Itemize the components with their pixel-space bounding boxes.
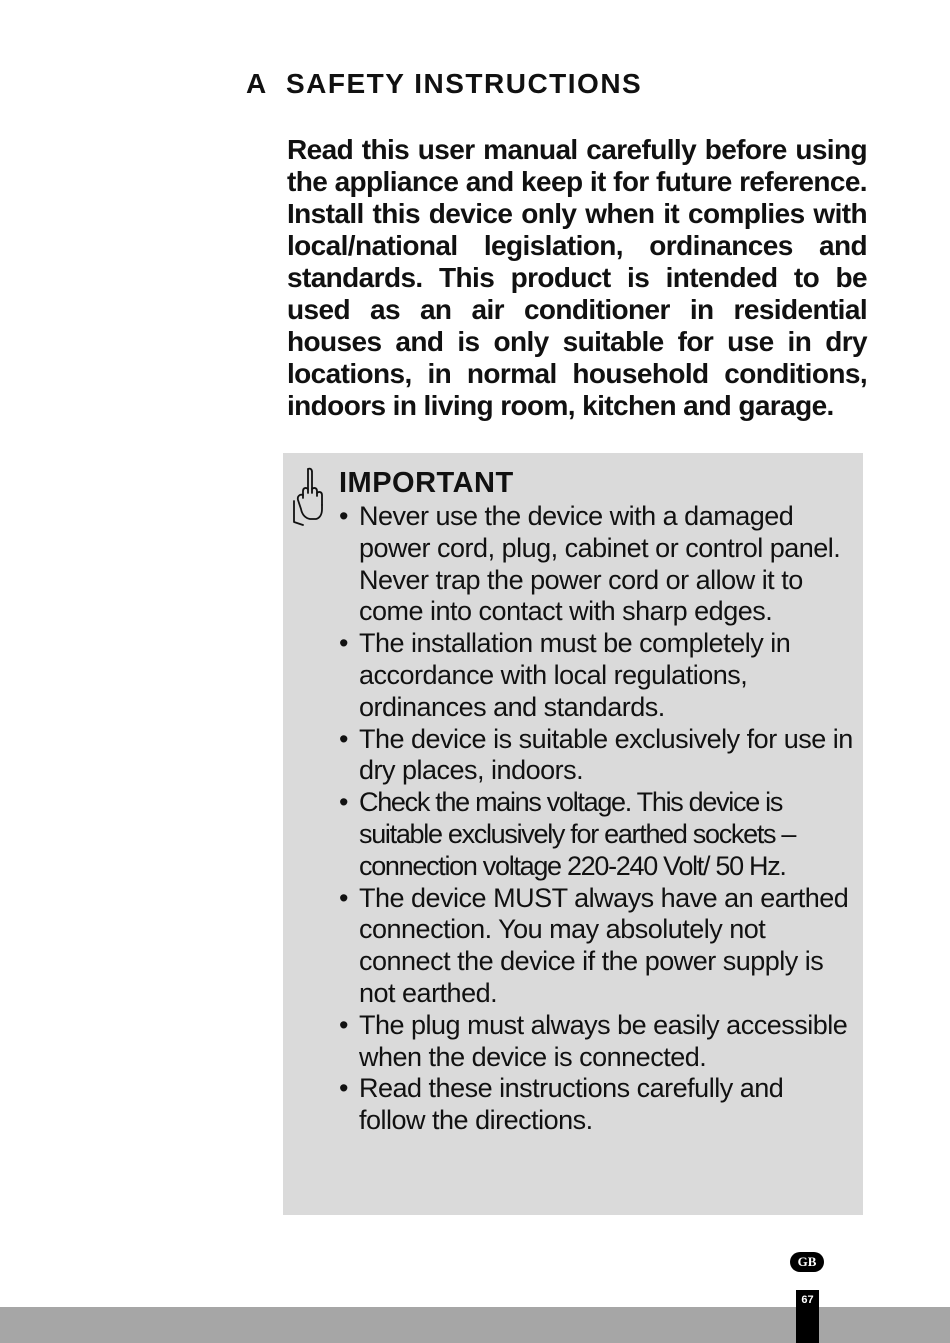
- important-title: IMPORTANT: [339, 467, 514, 499]
- list-item: • The installation must be completely in accordance with local regulations, ordinances and standards.: [339, 628, 854, 723]
- list-item: • The device is suitable exclusively for use in dry places, indoors.: [339, 724, 854, 788]
- pointing-hand-icon: [291, 465, 325, 527]
- section-heading: [246, 68, 642, 100]
- section-letter: A: [246, 68, 268, 99]
- important-list: [339, 501, 854, 1137]
- list-item: • Never use the device with a damaged power cord, plug, cabinet or control panel. Never trap the power cord or allow it to come into contact with sharp edges.: [339, 501, 854, 628]
- intro-paragraph: Read this user manual carefully before using the appliance and keep it for future reference. Install this device only when it complies with local/national legislation, ordinances and standards. This product is intended to be used as an air conditioner in residential houses and is only suitable for use in dry locations, in normal household conditions, indoors in living room, kitchen and garage.: [287, 134, 867, 421]
- important-notice-box: [283, 453, 863, 1215]
- section-title: SAFETY INSTRUCTIONS: [286, 68, 643, 99]
- country-code-badge: GB: [790, 1252, 824, 1272]
- list-item: • The device MUST always have an earthed connection. You may absolutely not connect the device if the power supply is not earthed.: [339, 883, 854, 1010]
- page-number: 67: [796, 1290, 819, 1343]
- list-item: • Check the mains voltage. This device is suitable exclusively for earthed sockets – connection voltage 220-240 Volt/ 50 Hz.: [339, 787, 854, 882]
- list-item: • Read these instructions carefully and follow the directions.: [339, 1073, 854, 1137]
- list-item: • The plug must always be easily accessible when the device is connected.: [339, 1010, 854, 1074]
